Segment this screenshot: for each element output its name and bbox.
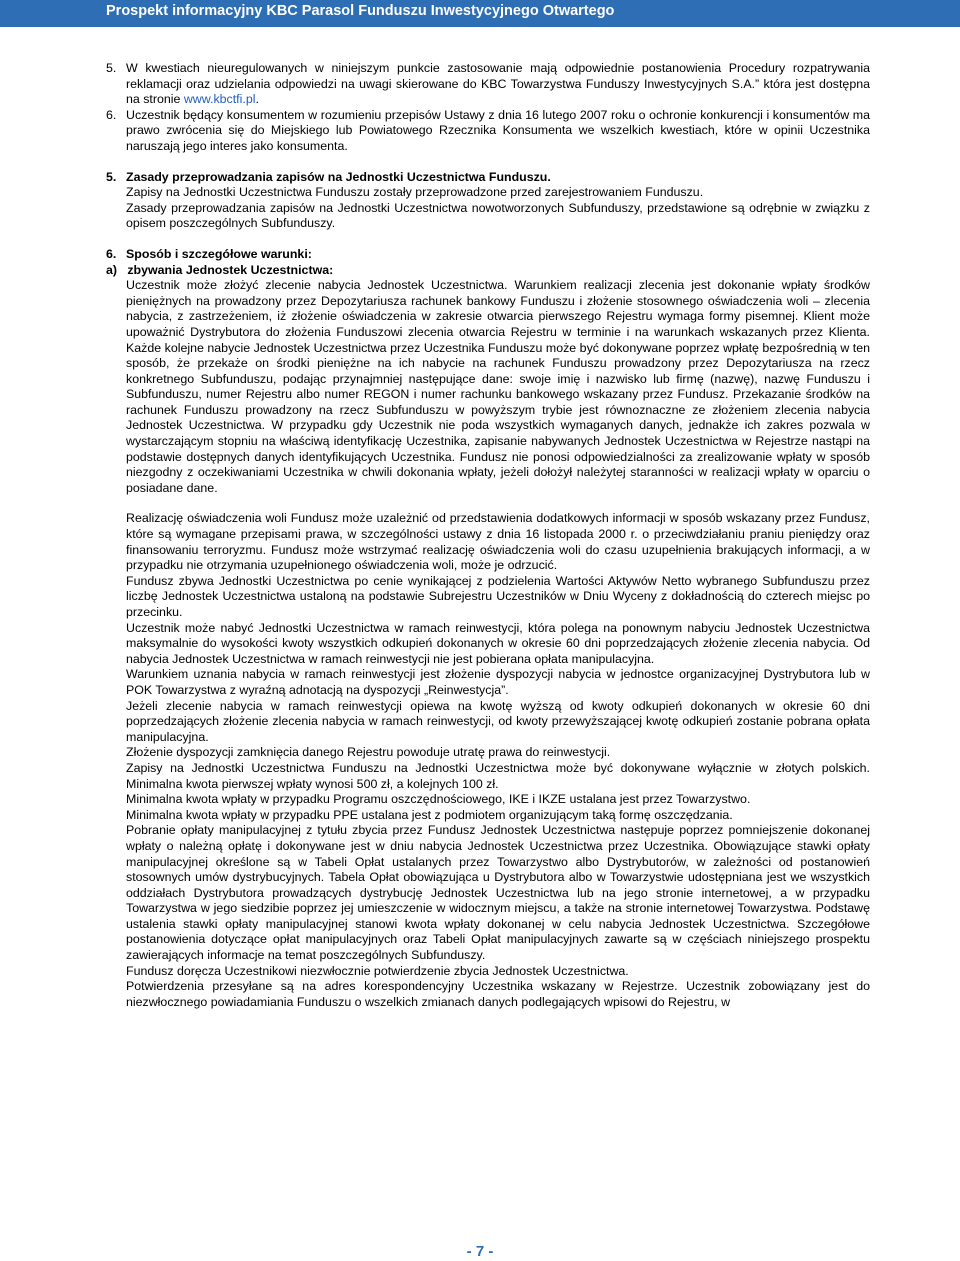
- paragraph: Minimalna kwota wpłaty w przypadku Programu oszczędnościowego, IKE i IKZE ustalana jest przez Towarzystwo.: [126, 792, 751, 807]
- paragraph: Złożenie dyspozycji zamknięcia danego Rejestru powoduje utratę prawa do reinwestycji.: [126, 745, 611, 760]
- paragraph: Warunkiem uznania nabycia w ramach reinwestycji jest złożenie dyspozycji nabycia w jednostce organizacyjnej Dystrybutora lub w POK Towarzystwa z wyraźną adnotacją na dyspozycji „Reinwestycja”.: [126, 667, 870, 697]
- page-number: - 7 -: [466, 1243, 494, 1260]
- item-text: Uczestnik będący konsumentem w rozumieniu przepisów Ustawy z dnia 16 lutego 2007 roku o ochronie konkurencji i konsumentów ma prawo zwrócenia się do Miejskiego lub Powiatowego Rzecznika Konsumenta we wszelkich kwestiach, które w opinii Uczestnika naruszają jego interes jako konsumenta.: [126, 107, 870, 153]
- page-content: [106, 61, 870, 1010]
- section-heading: 6. Sposób i szczegółowe warunki:: [106, 246, 312, 261]
- paragraph: Fundusz zbywa Jednostki Uczestnictwa po cenie wynikającej z podzielenia Wartości Aktywów Netto wybranego Subfunduszu przez liczbę Jednostek Uczestnictwa ustaloną na podstawie Subrejestru Uczestników w Dniu Wyceny z dokładnością do czterech miejsc po przecinku.: [126, 573, 870, 619]
- list-item: [106, 61, 870, 108]
- paragraph: Pobranie opłaty manipulacyjnej z tytułu zbycia przez Fundusz Jednostek Uczestnictwa następuje poprzez pomniejszenie dokonanej wpłaty o należną opłatę i dokonywane jest w dniu nabycia Jednostek Uczestnictwa przez Uczestnika. Obowiązujące stawki opłaty manipulacyjnej określone są w Tabeli Opłat ustalanych przez Towarzystwo albo Dystrybutorów, w zależności od postanowień stosownych umów dystrybucyjnych. Tabela Opłat obowiązująca u Dystrybutora albo w Towarzystwie udostępniana jest we wszystkich oddziałach Dystrybutora prowadzących dystrybucję Jednostek Uczestnictwa lub na jego stronie internetowej, a w przypadku Towarzystwa w jego siedzibie poprzez jej umieszczenie w widocznym miejscu, a także na stronie internetowej Towarzystwa. Podstawę ustalenia stawki opłaty manipulacyjnej stanowi kwota wpłaty dokonanej w celu nabycia Jednostek Uczestnictwa. Szczegółowe postanowienia dotyczące opłat manipulacyjnych oraz Tabeli Opłat manipulacyjnych zawarte są w częściach niniejszego prospektu zawierających informacje na temat poszczególnych Subfunduszy.: [126, 823, 870, 963]
- item-number: 6.: [106, 107, 117, 122]
- paragraph: Minimalna kwota wpłaty w przypadku PPE ustalana jest z podmiotem organizującym taką formę oszczędzania.: [126, 807, 733, 822]
- header-bar: [0, 0, 960, 27]
- paragraph: Realizację oświadczenia woli Fundusz może uzależnić od przedstawienia dodatkowych informacji w sposób wskazany przez Fundusz, które są wymagane przepisami prawa, w szczególności ustawy z dnia 16 listopada 2000 r. o przeciwdziałaniu praniu pieniędzy oraz finansowaniu terroryzmu. Fundusz może wstrzymać realizację oświadczenia woli do czasu uzupełnienia brakujących informacji, a w przypadku nie otrzymania uzupełnionego oświadczenia woli, może je odrzucić.: [126, 511, 870, 573]
- paragraph: Zapisy na Jednostki Uczestnictwa Funduszu na Jednostki Uczestnictwa może być dokonywane wyłącznie w złotych polskich. Minimalna kwota pierwszej wpłaty wynosi 500 zł, a kolejnych 100 zł.: [126, 760, 870, 791]
- item-text: W kwestiach nieuregulowanych w niniejszym punkcie zastosowanie mają odpowiednie postanowienia Procedury rozpatrywania reklamacji oraz udzielania odpowiedzi na uwagi skierowane do KBC Towarzystwa Funduszy Inwestycyjnych S.A.” która jest dostępna na stronie www.kbctfi.pl.: [126, 61, 870, 107]
- list-item: [106, 108, 870, 155]
- paragraph: Jeżeli zlecenie nabycia w ramach reinwestycji opiewa na kwotę wyższą od kwoty odkupień dokonanych w okresie 60 dni poprzedzających złożenie zlecenia nabycia w ramach reinwestycji, od kwoty przewyższającej kwotę odkupień zostanie pobrana opłata manipulacyjna.: [126, 698, 870, 744]
- section-heading: 5. Zasady przeprowadzania zapisów na Jednostki Uczestnictwa Funduszu.: [106, 169, 551, 184]
- paragraph: Potwierdzenia przesyłane są na adres korespondencyjny Uczestnika wskazany w Rejestrze. Uczestnik zobowiązany jest do niezwłocznego powiadamiania Funduszu o wszelkich zmianach danych podlegających wpisowi do Rejestru, w: [126, 979, 870, 1009]
- paragraph: Uczestnik może nabyć Jednostki Uczestnictwa w ramach reinwestycji, która polega na ponownym nabyciu Jednostek Uczestnictwa maksymalnie do wysokości kwoty wszystkich odkupień dokonanych w okresie 60 dni poprzedzających złożenie zlecenia nabycia. Od nabycia Jednostek Uczestnictwa w ramach reinwestycji nie jest pobierana opłata manipulacyjna.: [126, 620, 870, 666]
- paragraph: Zasady przeprowadzania zapisów na Jednostki Uczestnictwa nowotworzonych Subfunduszy, przedstawione są odrębnie w związku z opisem poszczególnych Subfunduszy.: [126, 200, 870, 231]
- item-number: 5.: [106, 61, 117, 75]
- paragraph: Zapisy na Jednostki Uczestnictwa Funduszu zostały przeprowadzone przed zarejestrowaniem Funduszu.: [126, 185, 704, 200]
- subsection-heading: a) zbywania Jednostek Uczestnictwa:: [106, 262, 334, 277]
- document-title: Prospekt informacyjny KBC Parasol Funduszu Inwestycyjnego Otwartego: [106, 3, 615, 19]
- paragraph: Uczestnik może złożyć zlecenie nabycia Jednostek Uczestnictwa. Warunkiem realizacji zlecenia jest dokonanie wpłaty środków pieniężnych na prowadzony przez Depozytariusza rachunek bankowy Funduszu i złożenie stosownego oświadczenia woli – zlecenia nabycia, z zastrzeżeniem, iż złożenie oświadczenia w zakresie otwarcia pierwszego Rejestru wymaga formy pisemnej. Klient może upoważnić Dystrybutora do złożenia Funduszowi zlecenia otwarcia Rejestru w terminie i na warunkach wskazanych przez Klienta. Każde kolejne nabycie Jednostek Uczestnictwa przez Uczestnika Funduszu może być dokonywane poprzez wpłatę bezpośrednią w ten sposób, że przekaże on środki pieniężne na ich nabycie na rachunek Funduszu prowadzony przez Depozytariusza na rzecz konkretnego Subfunduszu, podając przynajmniej następujące dane: swoje imię i nazwisko lub firmę (nazwę), nazwę Funduszu i Subfunduszu, numer Rejestru albo numer REGON i numer rachunku bankowego wskazany przez Fundusz. Przekazanie środków na rachunek Funduszu prowadzony na rzecz Subfunduszu w powyższym trybie jest równoznaczne ze złożeniem zlecenia nabycia Jednostek Uczestnictwa. W przypadku gdy Uczestnik nie poda wszystkich wymaganych danych, jednakże ich zakres pozwala w wystarczającym stopniu na właściwą identyfikację Uczestnika, zapisanie nabywanych Jednostek Uczestnictwa w Rejestrze nastąpi na podstawie dostępnych danych identyfikujących Uczestnika. Fundusz nie ponosi odpowiedzialności za zrealizowanie wpłaty w sposób niezgodny z oczekiwaniami Uczestnika w chwili dokonania wpłaty, jeżeli dołożył należytej staranności w realizacji wpłaty w oparciu o posiadane dane.: [126, 278, 870, 495]
- website-link[interactable]: www.kbctfi.pl: [183, 92, 256, 107]
- paragraph: Fundusz doręcza Uczestnikowi niezwłocznie potwierdzenie zbycia Jednostek Uczestnictwa.: [126, 963, 629, 978]
